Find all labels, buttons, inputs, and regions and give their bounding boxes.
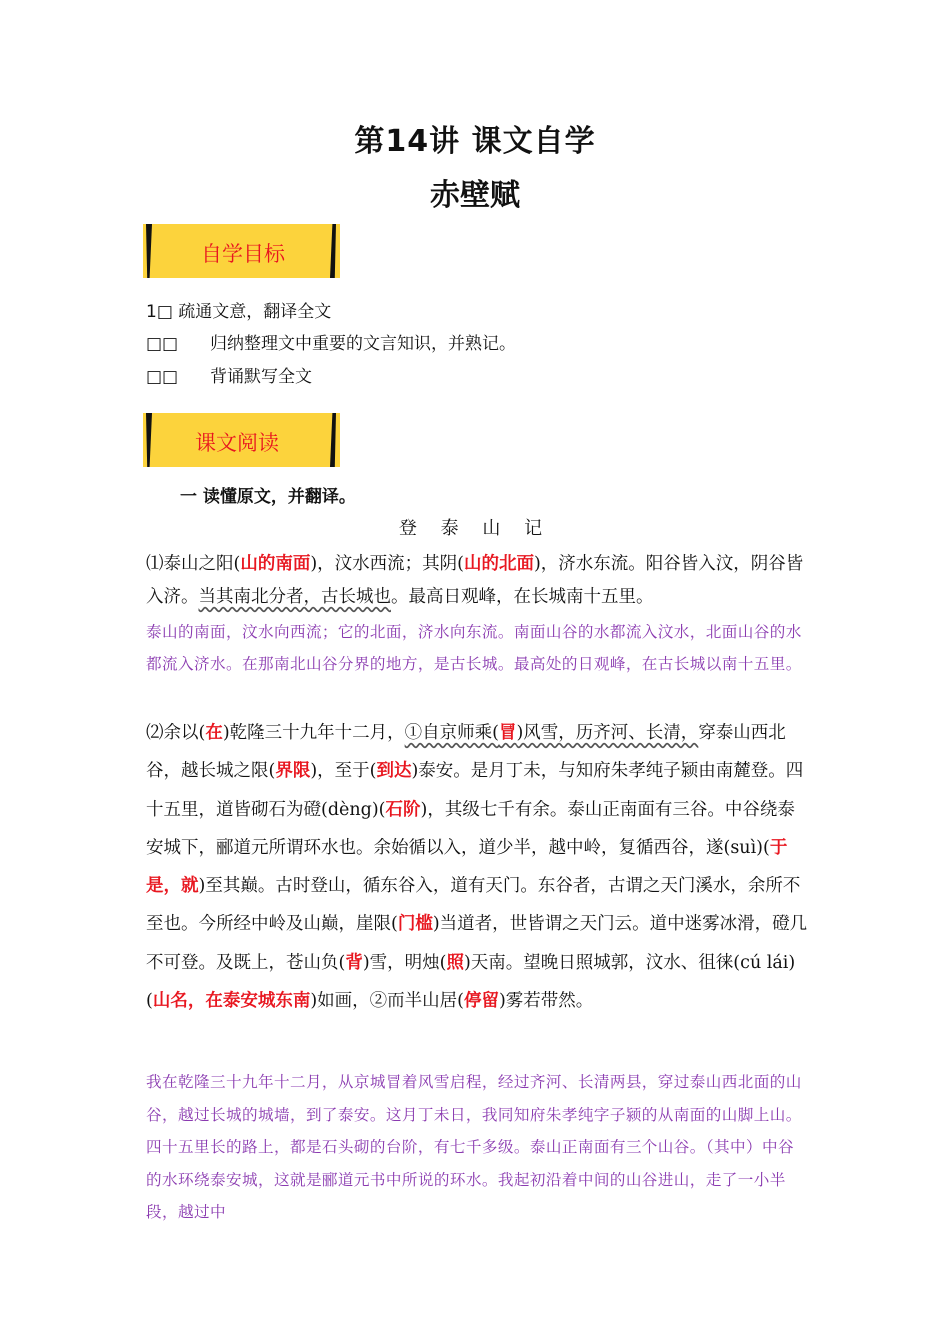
annotation: 背 (345, 952, 363, 973)
text-run: )当道者，世皆谓之天门云。道中迷雾冰滑，磴几不可登。及既上，苍山负( (146, 914, 808, 973)
goal-number: □□ (146, 367, 179, 387)
text-run: )雾若带然。 (498, 991, 594, 1012)
translation-paragraph-1: 泰山的南面，汶水向西流；它的北面，济水向东流。南面山谷的水都流入汶水，北面山谷的水都流入济水。在那南北山谷分界的地方，是古长城。最高处的日观峰，在古长城以南十五里。 (146, 623, 802, 673)
goal-number: □□ (146, 334, 179, 354)
text-run: )泰安。是月丁未，与知府朱孝纯子颍由南麓登。四十五里，道皆砌石为磴(dèng)( (146, 761, 804, 820)
passage-paragraph-2 (146, 714, 812, 1020)
text-run: )，至于( (310, 761, 377, 782)
text-run: )，汶水西流；其阴( (310, 554, 464, 574)
text-run: )如画，②而半山居( (310, 991, 464, 1012)
annotation: 门槛 (397, 914, 433, 935)
banner-stripe-right (330, 224, 336, 278)
key-sentence (405, 723, 699, 743)
key-sentence: 当其南北分者，古长城也 (198, 587, 391, 607)
banner-stripe-left (146, 224, 152, 278)
lesson-subtitle: 赤壁赋 (430, 178, 520, 213)
annotation: 界限 (275, 761, 311, 782)
annotation: 照 (446, 952, 464, 973)
goal-item (146, 362, 312, 387)
text-run: 穿泰山西北谷，越长城之限( (146, 723, 786, 782)
annotation: 山名，在泰安城东南 (152, 991, 311, 1012)
text-run: )至其巅。古时登山，循东谷入，道有天门。东谷者，古谓之天门溪水，余所不至也。今所经中岭及山巅，崖限( (146, 876, 801, 935)
annotation: 停留 (463, 991, 499, 1012)
goal-text: 背诵默写全文 (210, 367, 312, 387)
goal-number: 1□ (146, 302, 173, 322)
annotation: 到达 (376, 761, 412, 782)
passage-paragraph-1 (146, 548, 812, 614)
reading-banner (143, 413, 340, 467)
annotation: 山的南面 (240, 554, 311, 574)
goal-item (146, 329, 516, 354)
banner-stripe-right (330, 413, 336, 467)
annotation: 冒 (498, 723, 517, 743)
text-run: 。最高日观峰，在长城南十五里。 (391, 587, 654, 607)
lesson-title: 第14讲 课文自学 (354, 124, 596, 159)
text-run: )雪，明烛( (362, 952, 447, 973)
goals-banner-label: 自学目标 (201, 242, 285, 266)
goals-banner (143, 224, 340, 278)
text-run: )，济水东流。阳谷皆入汶，阴谷皆入济。 (146, 554, 804, 607)
banner-stripe-left (146, 413, 152, 467)
annotation: 石阶 (385, 799, 421, 820)
reading-banner-label: 课文阅读 (195, 431, 279, 455)
text-run: )风雪，历齐河、长清， (516, 723, 699, 743)
goal-text: 归纳整理文中重要的文言知识，并熟记。 (210, 334, 516, 354)
goal-text: 疏通文意，翻译全文 (178, 302, 332, 322)
text-run: )，其级七千有余。泰山正南面有三谷。中谷绕泰安城下，郦道元所谓环水也。余始循以入，道少半，越中岭，复循西谷，遂(suì)( (146, 799, 795, 858)
annotation: 于是，就 (146, 837, 788, 897)
text-run: )天南。望晚日照城郭，汶水、徂徕(cú lái)( (146, 952, 796, 1012)
goal-item (146, 297, 331, 322)
passage-title: 登 泰 山 记 (398, 518, 552, 539)
text-run: ①自京师乘( (404, 723, 499, 743)
annotation: 山的北面 (463, 554, 534, 574)
text-run: ⑴泰山之阳( (146, 554, 241, 574)
text-run: ⑵余以( (146, 723, 206, 743)
reading-instruction: 一 读懂原文，并翻译。 (180, 487, 356, 507)
annotation: 在 (205, 723, 223, 743)
translation-paragraph-2: 我在乾隆三十九年十二月，从京城冒着风雪启程，经过齐河、长清两县，穿过泰山西北面的山谷，越过长城的城墙，到了泰安。这月丁未日，我同知府朱孝纯字子颍的从南面的山脚上山。四十五里长的路上，都是石头砌的台阶，有七千多级。泰山正南面有三个山谷。（其中）中谷的水环绕泰安城，这就是郦道元书中所说的环水。我起初沿着中间的山谷进山，走了一小半段，越过中 (146, 1073, 802, 1221)
text-run: )乾隆三十九年十二月， (222, 723, 405, 743)
